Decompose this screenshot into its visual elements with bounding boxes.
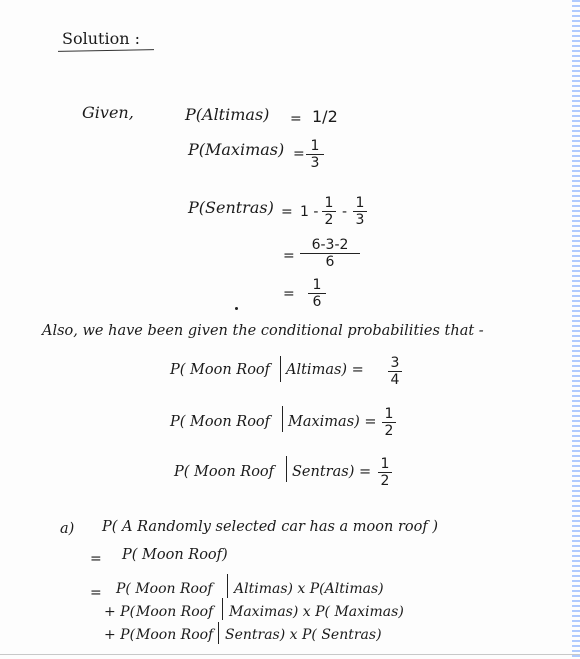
fraction-numerator: 6-3-2 [311,237,349,253]
cond2-right: Maximas) = [288,414,377,430]
cond1-right: Altimas) = [286,362,364,378]
line-a3-right: Maximas) x P( Maximas) [229,604,404,620]
fraction-denominator: 2 [380,473,390,489]
fraction-numerator: 1 [380,456,390,472]
cond1-fraction [388,356,402,387]
cond2-fraction [382,407,396,438]
given-bar [218,622,219,644]
p-maximas-denominator: 3 [310,155,320,171]
p-sentras-minus: - [342,204,348,220]
solution-title: Solution : [62,29,140,48]
title-underline [58,49,154,52]
fraction-numerator: 1 [324,195,334,211]
fraction-numerator: 1 [355,195,365,211]
p-altimas-label: P(Altimas) [185,105,270,124]
p-maximas-label: P(Maximas) [188,140,285,159]
equals-step-3: = [283,286,295,302]
p-sentras-fraction-4 [308,278,326,309]
p-sentras-fraction-3 [300,238,360,269]
given-bar [227,574,228,598]
cond1-left: P( Moon Roof [170,362,271,378]
line-a1: P( Moon Roof) [122,547,228,563]
fraction-denominator: 2 [384,423,394,439]
p-sentras-one-minus: 1 - [300,204,319,220]
line-a2-right: Altimas) x P(Altimas) [234,581,384,597]
cond3-left: P( Moon Roof [174,464,275,480]
line-a2-left: P( Moon Roof [116,581,213,597]
fraction-numerator: 1 [384,406,394,422]
page-bottom-rule [0,654,580,655]
given-label: Given, [82,103,134,122]
fraction-numerator: 3 [390,355,400,371]
p-sentras-equals: = [281,204,293,220]
cond3-right: Sentras) = [292,464,372,480]
conditional-intro: Also, we have been given the conditional probabilities that - [42,323,484,339]
line-a4-right: Sentras) x P( Sentras) [225,627,382,643]
cond3-fraction [378,457,392,488]
stray-dot [235,307,238,310]
fraction-denominator: 3 [355,212,365,228]
p-maximas-fraction [306,139,324,170]
fraction-denominator: 4 [390,372,400,388]
given-bar [282,406,283,432]
line-a1-equals: = [90,551,102,567]
given-bar [222,598,223,620]
line-a3-prefix: + P( [104,604,136,620]
fraction-numerator: 1 [312,277,322,293]
equals-step-2: = [283,248,295,264]
fraction-denominator: 2 [324,212,334,228]
part-a-label: a) [60,521,75,537]
p-sentras-fraction-2 [353,196,367,227]
line-a2-equals: = [90,585,102,601]
line-a4-left: Moon Roof [136,627,214,643]
line-a3-left: Moon Roof [136,604,214,620]
p-maximas-equals: = [293,146,305,162]
part-a-statement: P( A Randomly selected car has a moon roof ) [102,519,438,535]
given-bar [286,456,287,482]
fraction-denominator: 6 [325,254,335,270]
fraction-denominator: 6 [312,294,322,310]
p-maximas-numerator: 1 [310,138,320,154]
p-sentras-fraction-1 [322,196,336,227]
given-bar [280,356,281,382]
line-a4-prefix: + P( [104,627,136,643]
p-sentras-label: P(Sentras) [188,198,274,217]
p-altimas-value: 1/2 [312,107,338,126]
page-edge-decoration [572,0,580,659]
cond2-left: P( Moon Roof [170,414,271,430]
p-altimas-equals: = [290,111,302,127]
